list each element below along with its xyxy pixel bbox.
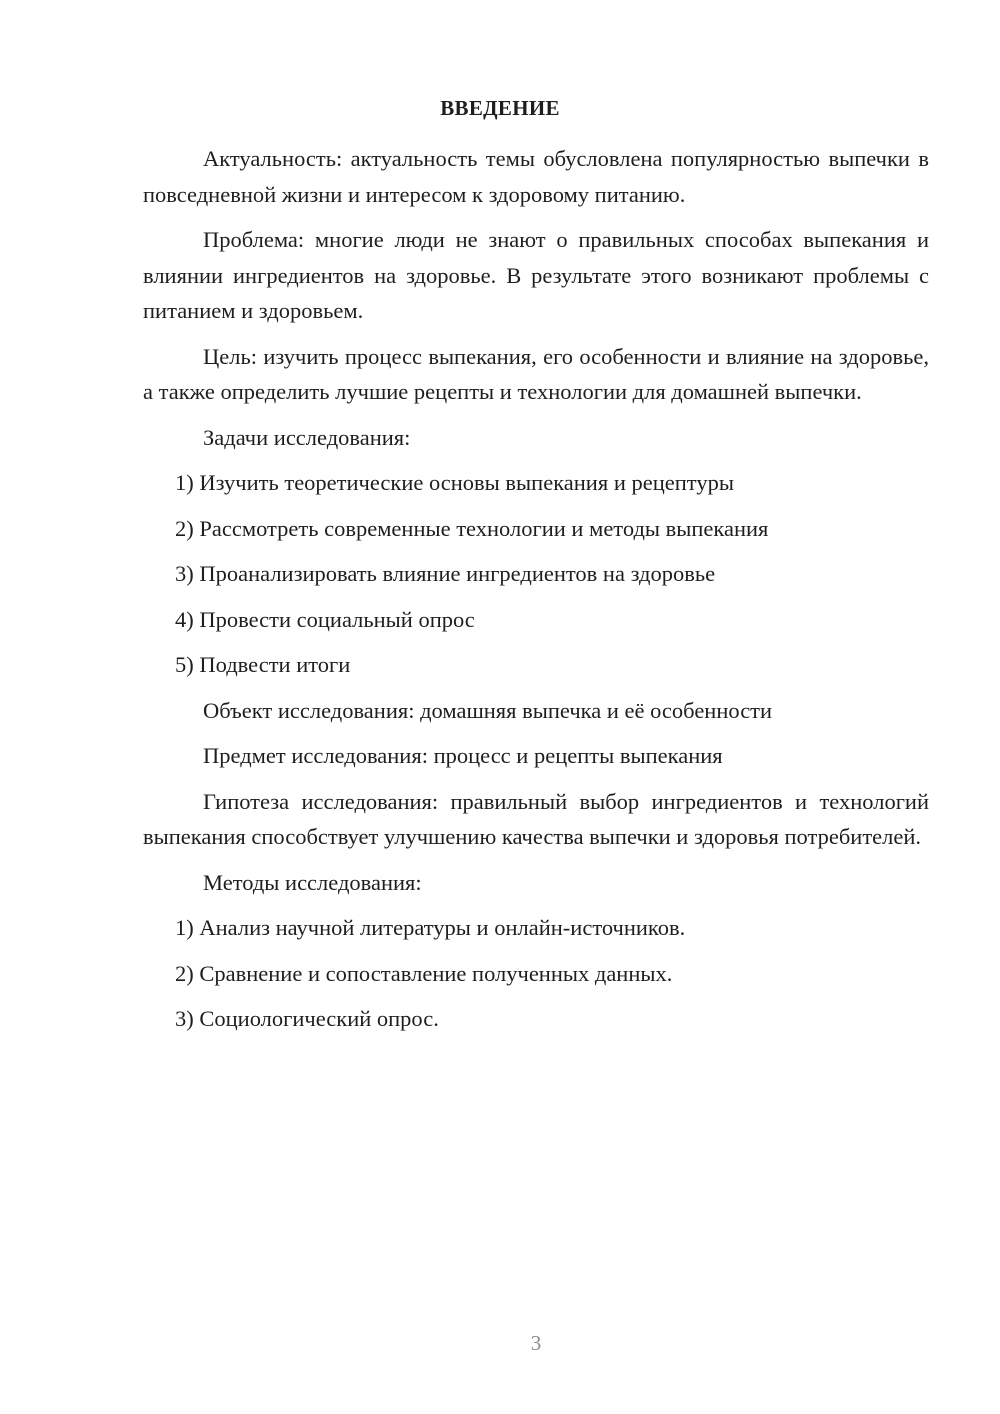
task-item: 1) Изучить теоретические основы выпекания и рецептуры — [175, 470, 734, 495]
object-line: Объект исследования: домашняя выпечка и её особенности — [203, 697, 773, 723]
task-item: 2) Рассмотреть современные технологии и методы выпекания — [175, 515, 769, 541]
tasks-heading: Задачи исследования: — [203, 424, 411, 450]
body-text — [143, 141, 929, 1047]
method-item: 3) Социологический опрос. — [175, 1006, 439, 1031]
goal-paragraph: Цель: изучить процесс выпекания, его особенности и влияние на здоровье, а также определить лучшие рецепты и технологии для домашней выпечки. — [143, 343, 929, 404]
page-title: ВВЕДЕНИЕ — [440, 96, 560, 120]
relevance-paragraph: Актуальность: актуальность темы обусловлена популярностью выпечки в повседневной жизни и интересом к здоровому питанию. — [143, 146, 929, 207]
hypothesis-paragraph: Гипотеза исследования: правильный выбор ингредиентов и технологий выпекания способствует улучшению качества выпечки и здоровья потребителей. — [143, 788, 929, 849]
page-number: 3 — [530, 1331, 542, 1355]
methods-heading: Методы исследования: — [203, 869, 422, 895]
problem-paragraph: Проблема: многие люди не знают о правильных способах выпекания и влиянии ингредиентов на здоровье. В результате этого возникают проблемы с питанием и здоровьем. — [143, 227, 929, 323]
task-item: 3) Проанализировать влияние ингредиентов на здоровье — [175, 561, 716, 586]
method-item: 1) Анализ научной литературы и онлайн-источников. — [175, 915, 686, 940]
subject-line: Предмет исследования: процесс и рецепты выпекания — [203, 743, 723, 768]
task-item: 5) Подвести итоги — [175, 652, 351, 677]
method-item: 2) Сравнение и сопоставление полученных данных. — [175, 960, 673, 986]
task-item: 4) Провести социальный опрос — [175, 606, 475, 632]
